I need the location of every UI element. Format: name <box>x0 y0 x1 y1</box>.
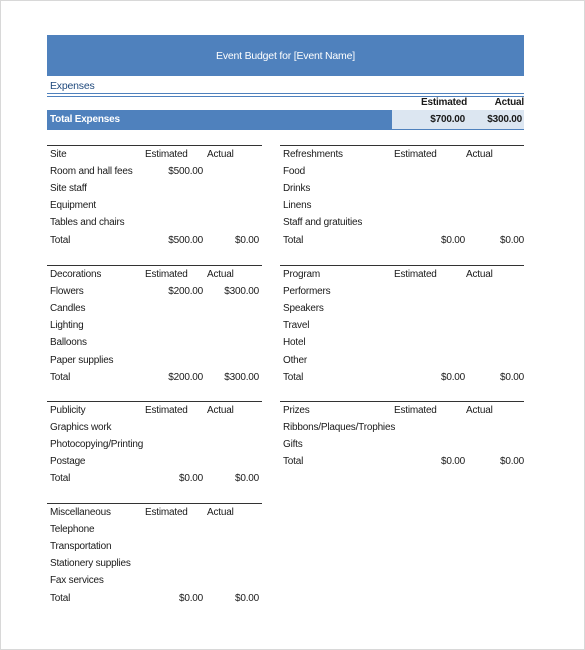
table-row <box>47 317 262 334</box>
estimated-value: $0.00 <box>440 234 465 246</box>
actual-value: $0.00 <box>499 371 524 383</box>
divider <box>47 93 524 94</box>
row-label: Drinks <box>283 183 311 195</box>
row-label: Total <box>50 473 71 485</box>
table-row <box>47 419 262 436</box>
table-row <box>280 197 524 214</box>
row-label: Equipment <box>50 200 97 212</box>
table-row <box>47 334 262 351</box>
table-row <box>280 180 524 197</box>
estimated-value: Estimated <box>394 405 437 416</box>
row-label: Balloons <box>50 337 87 349</box>
estimated-value: $0.00 <box>178 473 203 485</box>
row-label: Site <box>50 149 67 160</box>
actual-value: Actual <box>466 405 493 416</box>
table-row <box>47 180 262 197</box>
table-row <box>280 317 524 334</box>
table-row <box>47 521 262 538</box>
section-header-program <box>280 266 524 283</box>
table-row <box>47 572 262 589</box>
row-label: Other <box>283 354 308 366</box>
actual-value: Actual <box>207 507 234 518</box>
section-header-site <box>47 146 262 163</box>
total-expenses-label: Total Expenses <box>47 110 392 129</box>
table-row <box>47 453 262 470</box>
row-label: Stationery supplies <box>50 558 131 570</box>
actual-value: $300.00 <box>224 286 259 298</box>
table-row <box>280 334 524 351</box>
section-total-miscellaneous <box>47 590 262 607</box>
table-row <box>280 163 524 180</box>
table-row <box>47 538 262 555</box>
section-total-program <box>280 369 524 386</box>
row-label: Publicity <box>50 405 86 416</box>
section-header-prizes <box>280 402 524 419</box>
row-label: Total <box>283 234 304 246</box>
estimated-value: $0.00 <box>440 371 465 383</box>
row-label: Photocopying/Printing <box>50 439 144 451</box>
table-row <box>280 214 524 231</box>
table-row <box>280 436 524 453</box>
total-expenses-actual: $300.00 <box>487 114 522 125</box>
table-row <box>280 419 524 436</box>
actual-value: $0.00 <box>234 234 259 246</box>
row-label: Program <box>283 269 320 280</box>
row-label: Gifts <box>283 439 303 451</box>
actual-value: Actual <box>207 405 234 416</box>
row-label: Tables and chairs <box>50 217 125 229</box>
row-label: Site staff <box>50 183 87 195</box>
estimated-value: Estimated <box>145 405 188 416</box>
section-header-refreshments <box>280 146 524 163</box>
actual-value: $0.00 <box>499 456 524 468</box>
section-total-publicity <box>47 470 262 487</box>
row-label: Telephone <box>50 524 95 536</box>
expenses-heading: Expenses <box>50 80 95 92</box>
row-label: Linens <box>283 200 312 212</box>
section-header-miscellaneous <box>47 504 262 521</box>
table-row <box>280 352 524 369</box>
total-expenses-estimated: $700.00 <box>430 114 465 125</box>
actual-value: $0.00 <box>234 473 259 485</box>
estimated-value: Estimated <box>145 269 188 280</box>
row-label: Food <box>283 166 305 178</box>
table-row <box>47 352 262 369</box>
row-label: Decorations <box>50 269 102 280</box>
row-label: Transportation <box>50 541 112 553</box>
actual-value: Actual <box>466 269 493 280</box>
table-row <box>47 436 262 453</box>
actual-value: $300.00 <box>224 371 259 383</box>
estimated-value: $0.00 <box>440 456 465 468</box>
table-row <box>47 300 262 317</box>
actual-value: Actual <box>466 149 493 160</box>
section-header-publicity <box>47 402 262 419</box>
estimated-value: $500.00 <box>168 166 203 178</box>
section-header-decorations <box>47 266 262 283</box>
section-total-refreshments <box>280 232 524 249</box>
estimated-value: $200.00 <box>168 286 203 298</box>
row-label: Total <box>283 456 304 468</box>
actual-value: Actual <box>207 149 234 160</box>
summary-actual-header: Actual <box>494 97 524 108</box>
estimated-value: Estimated <box>394 269 437 280</box>
table-row <box>47 163 262 180</box>
row-label: Room and hall fees <box>50 166 133 178</box>
table-row <box>47 555 262 572</box>
row-label: Lighting <box>50 320 84 332</box>
row-label: Candles <box>50 303 86 315</box>
estimated-value: $500.00 <box>168 234 203 246</box>
page-title: Event Budget for [Event Name] <box>47 35 524 76</box>
row-label: Graphics work <box>50 422 112 434</box>
row-label: Performers <box>283 286 331 298</box>
actual-value: Actual <box>207 269 234 280</box>
row-label: Fax services <box>50 575 104 587</box>
table-row <box>47 214 262 231</box>
row-label: Prizes <box>283 405 310 416</box>
row-label: Hotel <box>283 337 306 349</box>
divider <box>47 129 524 130</box>
table-row <box>47 283 262 300</box>
estimated-value: $200.00 <box>168 371 203 383</box>
section-total-decorations <box>47 369 262 386</box>
row-label: Postage <box>50 456 86 468</box>
estimated-value: Estimated <box>145 507 188 518</box>
estimated-value: Estimated <box>394 149 437 160</box>
row-label: Total <box>283 371 304 383</box>
row-label: Travel <box>283 320 310 332</box>
actual-value: $0.00 <box>234 592 259 604</box>
row-label: Total <box>50 371 71 383</box>
row-label: Paper supplies <box>50 354 114 366</box>
row-label: Speakers <box>283 303 324 315</box>
section-total-prizes <box>280 453 524 470</box>
row-label: Total <box>50 234 71 246</box>
table-row <box>280 300 524 317</box>
table-row <box>47 197 262 214</box>
estimated-value: $0.00 <box>178 592 203 604</box>
row-label: Ribbons/Plaques/Trophies <box>283 422 396 434</box>
row-label: Staff and gratuities <box>283 217 363 229</box>
row-label: Refreshments <box>283 149 343 160</box>
summary-estimated-header: Estimated <box>421 97 467 108</box>
row-label: Total <box>50 592 71 604</box>
row-label: Miscellaneous <box>50 507 111 518</box>
section-total-site <box>47 232 262 249</box>
row-label: Flowers <box>50 286 84 298</box>
actual-value: $0.00 <box>499 234 524 246</box>
total-expenses-values <box>392 110 524 129</box>
table-row <box>280 283 524 300</box>
estimated-value: Estimated <box>145 149 188 160</box>
